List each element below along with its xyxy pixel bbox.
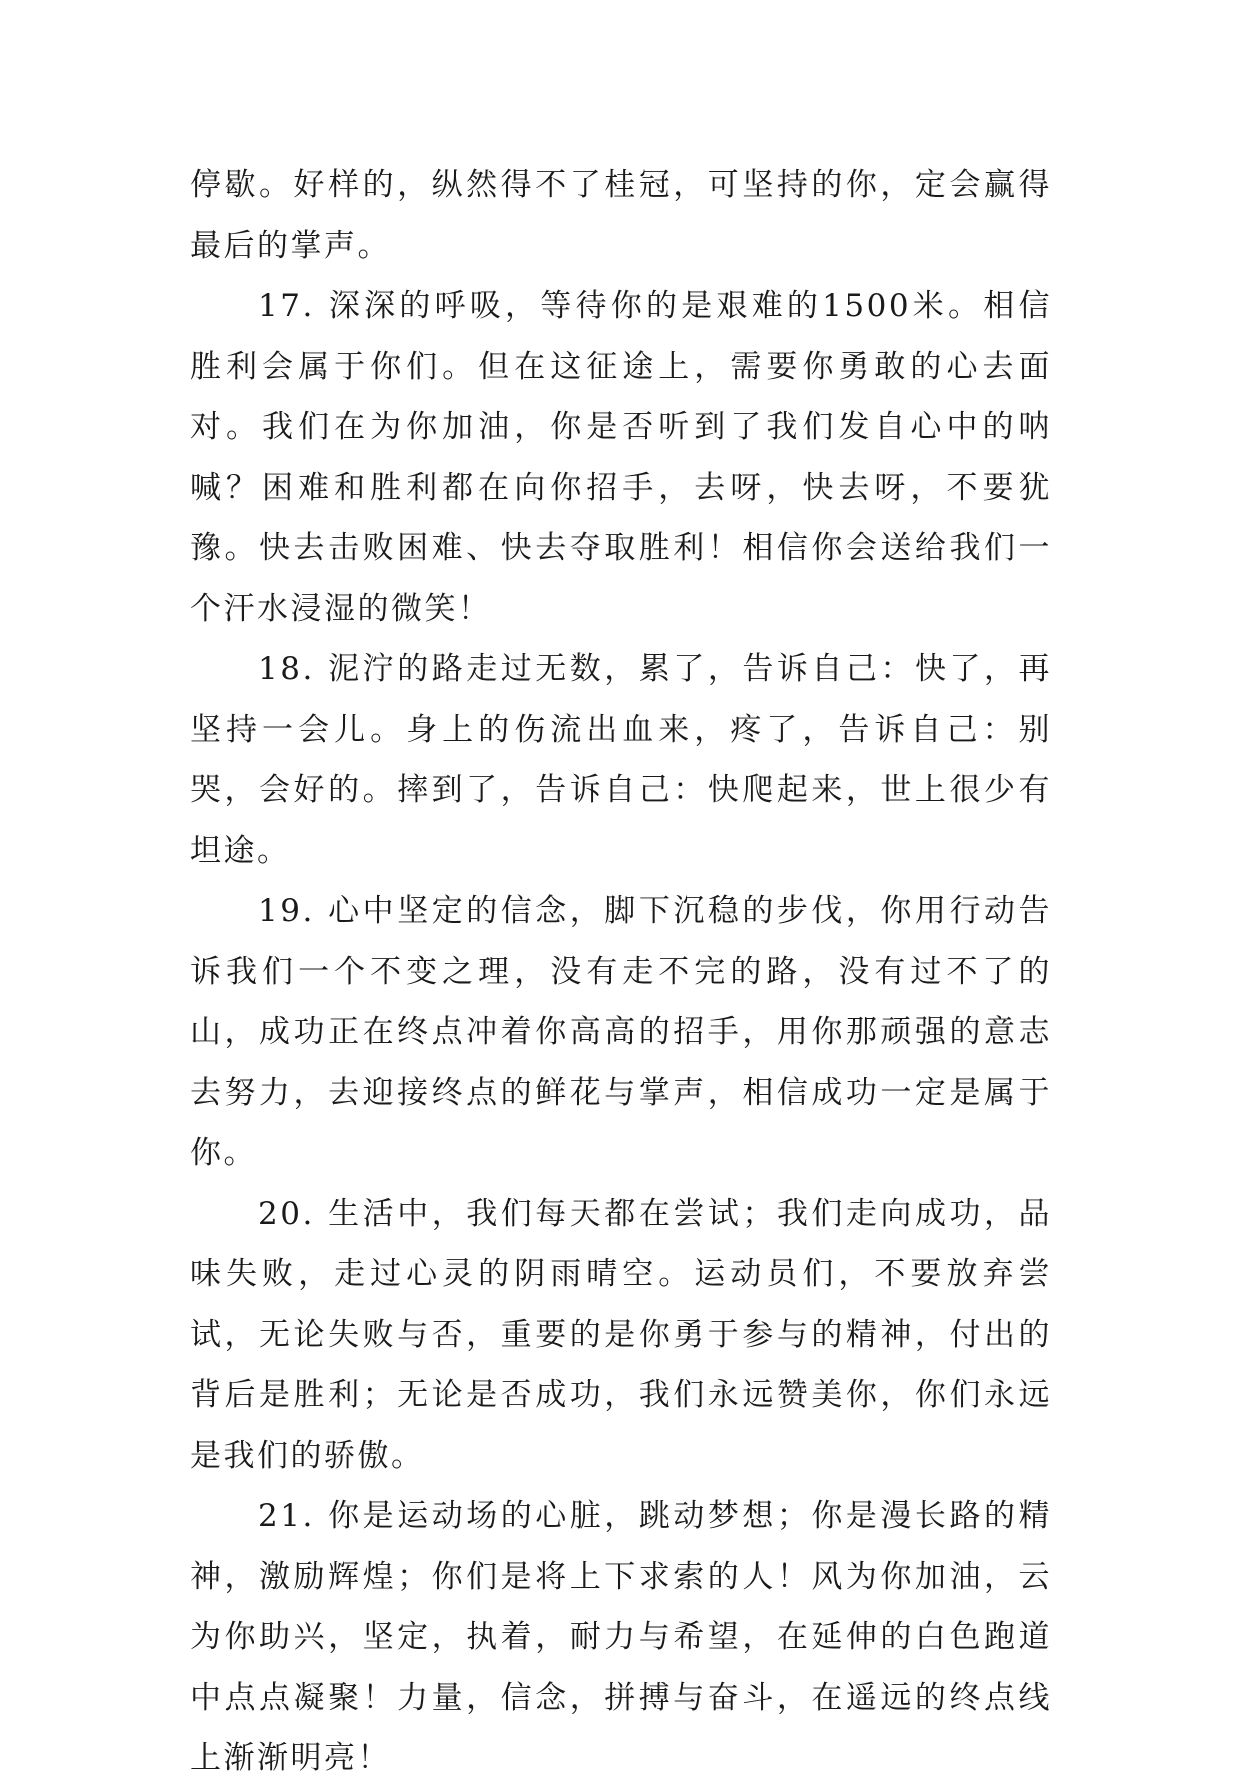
paragraph-item-17: 17. 深深的呼吸，等待你的是艰难的1500米。相信胜利会属于你们。但在这征途上，需要你勇敢的心去面对。我们在为你加油，你是否听到了我们发自心中的呐喊？困难和胜利都在向你招手，去呀，快去呀，不要犹豫。快去击败困难、快去夺取胜利！相信你会送给我们一个汗水浸湿的微笑！ (190, 288, 1052, 627)
document-body (190, 155, 1052, 1789)
paragraph-item-19: 19. 心中坚定的信念，脚下沉稳的步伐，你用行动告诉我们一个不变之理，没有走不完的路，没有过不了的山，成功正在终点冲着你高高的招手，用你那顽强的意志去努力，去迎接终点的鲜花与掌声，相信成功一定是属于你。 (190, 893, 1052, 1171)
paragraph-continuation: 停歇。好样的，纵然得不了桂冠，可坚持的你，定会赢得最后的掌声。 (190, 167, 1052, 264)
paragraph-item-18: 18. 泥泞的路走过无数，累了，告诉自己：快了，再坚持一会儿。身上的伤流出血来，疼了，告诉自己：别哭，会好的。摔到了，告诉自己：快爬起来，世上很少有坦途。 (190, 651, 1052, 869)
paragraph-item-20: 20. 生活中，我们每天都在尝试；我们走向成功，品味失败，走过心灵的阴雨晴空。运动员们，不要放弃尝试，无论失败与否，重要的是你勇于参与的精神，付出的背后是胜利；无论是否成功，我们永远赞美你，你们永远是我们的骄傲。 (190, 1195, 1052, 1474)
paragraph-item-21: 21. 你是运动场的心脏，跳动梦想；你是漫长路的精神，激励辉煌；你们是将上下求索的人！风为你加油，云为你助兴，坚定，执着，耐力与希望，在延伸的白色跑道中点点凝聚！力量，信念，拼搏与奋斗，在遥远的终点线上渐渐明亮！ (190, 1498, 1052, 1776)
